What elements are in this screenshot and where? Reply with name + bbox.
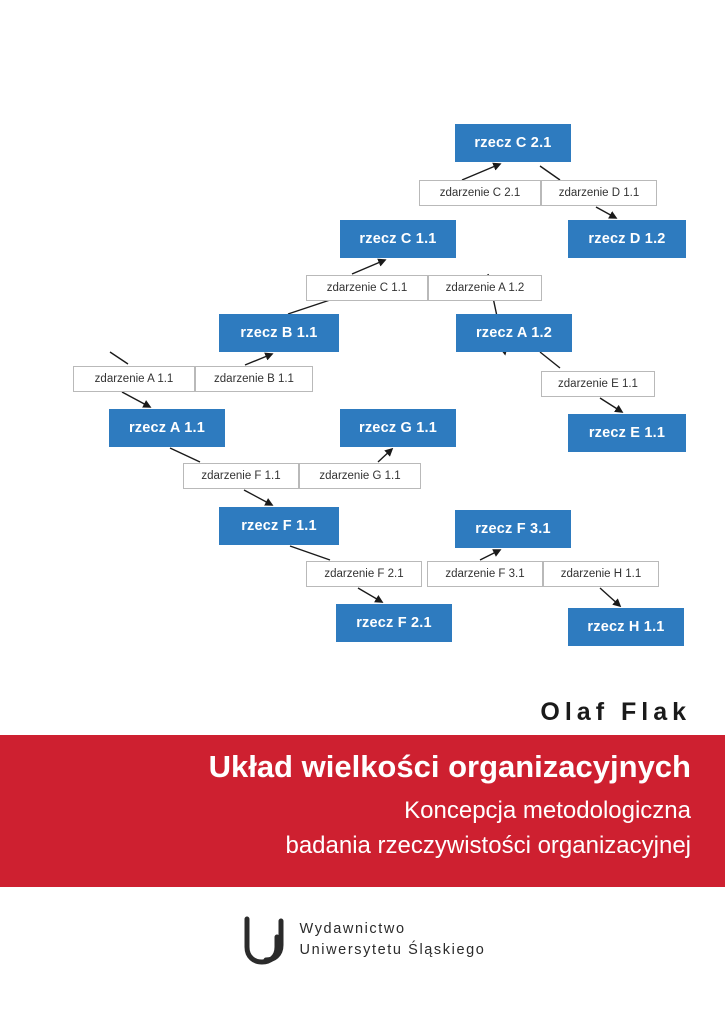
diagram-node: rzecz B 1.1 <box>219 314 339 352</box>
diagram-node: rzecz D 1.2 <box>568 220 686 258</box>
diagram-edge-label: zdarzenie A 1.2 <box>428 275 542 301</box>
diagram-edge-label: zdarzenie D 1.1 <box>541 180 657 206</box>
publisher-line-2: Uniwersytetu Śląskiego <box>299 942 486 958</box>
diagram-edge-label: zdarzenie H 1.1 <box>543 561 659 587</box>
diagram-node: rzecz G 1.1 <box>340 409 456 447</box>
diagram-edge-label: zdarzenie B 1.1 <box>195 366 313 392</box>
title-banner <box>0 735 725 887</box>
diagram-edge-label: zdarzenie F 1.1 <box>183 463 299 489</box>
publisher-block <box>0 915 725 965</box>
book-subtitle-line-1: Koncepcja metodologiczna <box>404 797 691 824</box>
diagram-edge-label: zdarzenie A 1.1 <box>73 366 195 392</box>
diagram-edge-label: zdarzenie E 1.1 <box>541 371 655 397</box>
diagram-edge-label: zdarzenie F 3.1 <box>427 561 543 587</box>
diagram-node: rzecz C 2.1 <box>455 124 571 162</box>
diagram-node: rzecz F 1.1 <box>219 507 339 545</box>
book-title: Układ wielkości organizacyjnych <box>208 749 691 784</box>
diagram-edge-label: zdarzenie C 2.1 <box>419 180 541 206</box>
diagram-node: rzecz F 2.1 <box>336 604 452 642</box>
book-subtitle-line-2: badania rzeczywistości organizacyjnej <box>285 832 691 859</box>
diagram-node: rzecz H 1.1 <box>568 608 684 646</box>
us-logo-icon <box>240 915 288 965</box>
diagram-node: rzecz E 1.1 <box>568 414 686 452</box>
diagram-edge-label: zdarzenie C 1.1 <box>306 275 428 301</box>
diagram-edge-label: zdarzenie F 2.1 <box>306 561 422 587</box>
diagram-node: rzecz F 3.1 <box>455 510 571 548</box>
diagram-node: rzecz C 1.1 <box>340 220 456 258</box>
publisher-name <box>300 919 486 961</box>
diagram-node: rzecz A 1.2 <box>456 314 572 352</box>
diagram-node: rzecz A 1.1 <box>109 409 225 447</box>
publisher-line-1: Wydawnictwo <box>299 920 406 937</box>
author-name: Olaf Flak <box>540 698 691 726</box>
diagram-edge-label: zdarzenie G 1.1 <box>299 463 421 489</box>
